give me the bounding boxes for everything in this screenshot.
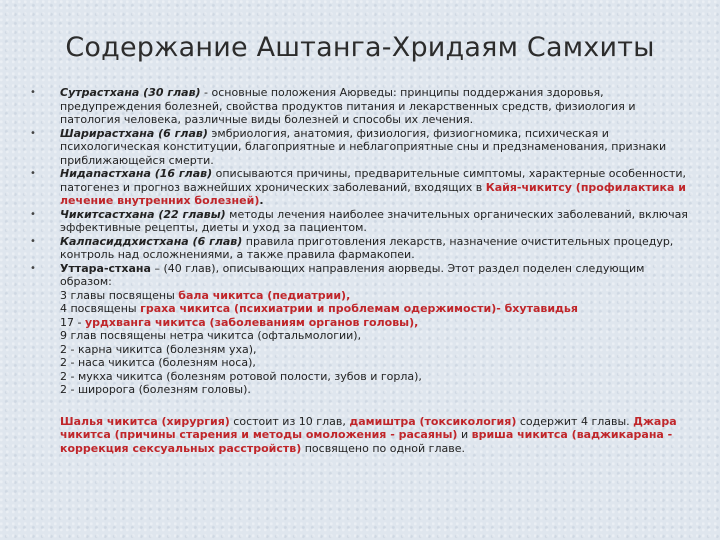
uttara-line-highlight: бала чикитса (педиатрии), xyxy=(178,288,351,302)
uttara-line: 2 - карна чикитса (болезням уха), xyxy=(60,342,257,356)
slide-title: Содержание Аштанга-Хридаям Самхиты xyxy=(65,32,655,63)
section-text: правила приготовления лекарств, назначение очистительных процедур, контроль над осложнениями, а также правила фармакопеи. xyxy=(60,234,674,261)
bullet-icon: • xyxy=(30,235,36,247)
section-name: Сутрастхана (30 глав) xyxy=(60,86,201,99)
uttara-line: 2 - мукха чикитса (болезням ротовой полости, зубов и горла), xyxy=(60,369,422,383)
bullet-icon: • xyxy=(30,127,36,139)
uttara-line-highlight: граха чикитса (психиатрии и проблемам одержимости)- бхутавидья xyxy=(140,302,578,315)
footer-text: посвящено по одной главе. xyxy=(301,441,465,455)
footer-text: содержит 4 главы. xyxy=(516,414,634,428)
section-name: Нидanaстхана (16 глав) xyxy=(60,167,213,180)
uttara-line-text: 17 - xyxy=(60,315,85,329)
list-item xyxy=(30,235,698,262)
uttara-line: 2 - наса чикитса (болезням носа), xyxy=(60,356,256,369)
footer-highlight: дамиштра (токсикология) xyxy=(349,414,517,428)
section-text-end: . xyxy=(259,194,264,207)
footer-paragraph xyxy=(30,415,698,456)
list-item xyxy=(30,208,698,235)
footer-highlight: вриша чикитса (ваджикарана - коррекция сексуальных расстройств) xyxy=(60,428,673,455)
uttara-line xyxy=(60,302,698,316)
section-text: описываются причины, предварительные симптомы, характерные особенности, патогенез и прогноз важнейших хронических заболеваний, входящих в xyxy=(60,167,687,194)
section-highlight: Кайя-чикитсу (профилактика и лечение внутренних болезней) xyxy=(60,180,686,207)
bullet-icon: • xyxy=(30,262,36,274)
uttara-line-highlight: урдхванга чикитса (заболеваниям органов головы), xyxy=(84,315,419,329)
section-list xyxy=(30,86,698,397)
section-text: - основные положения Аюрведы: принципы поддержания здоровья, предупреждения болезней, свойства продуктов питания и лекарственных средств, физиология и патология человека, различные виды болезней и способы их лечения. xyxy=(60,86,636,126)
section-name: Калпасиддхистхана (6 глав) xyxy=(60,234,243,248)
list-item xyxy=(30,86,698,127)
section-name: Чикитсастхана (22 главы) xyxy=(60,207,226,221)
uttara-line xyxy=(60,289,698,303)
footer-highlight: Джара чикитса (причины старения и методы омоложения - расаяны) xyxy=(60,414,677,441)
section-text: методы лечения наиболее значительных органических заболеваний, включая эффективные рецепты, диеты и уход за пациентом. xyxy=(60,207,688,234)
uttara-line: 9 глав посвящены нетра чикитса (офтальмологии), xyxy=(60,329,362,342)
slide-content xyxy=(30,86,698,455)
footer-text: и xyxy=(457,428,472,441)
list-item xyxy=(30,127,698,168)
bullet-icon: • xyxy=(30,87,36,98)
section-name: Уттара-стхана xyxy=(60,261,151,275)
list-item xyxy=(30,262,698,397)
uttara-line: 2 - широрога (болезням головы). xyxy=(60,383,251,396)
uttara-line-text: 4 посвящены xyxy=(60,302,141,315)
uttara-line xyxy=(60,316,698,330)
bullet-icon: • xyxy=(30,208,36,220)
list-item xyxy=(30,167,698,208)
section-name: Шарирастхана (6 глав) xyxy=(60,126,208,140)
bullet-icon: • xyxy=(30,168,36,179)
footer-text: состоит из 10 глав, xyxy=(229,414,350,428)
section-text: эмбриология, анатомия, физиология, физиогномика, психическая и психологическая конституции, благоприятные и неблагоприятные сны и предзнаменования, признаки приближающейся смерти. xyxy=(60,126,667,167)
section-text: – (40 глав), описывающих направления аюрведы. Этот раздел поделен следующим образом: xyxy=(60,261,645,288)
uttara-line-text: 3 главы посвящены xyxy=(60,288,179,302)
footer-highlight: Шалья чикитса (хирургия) xyxy=(60,414,230,428)
